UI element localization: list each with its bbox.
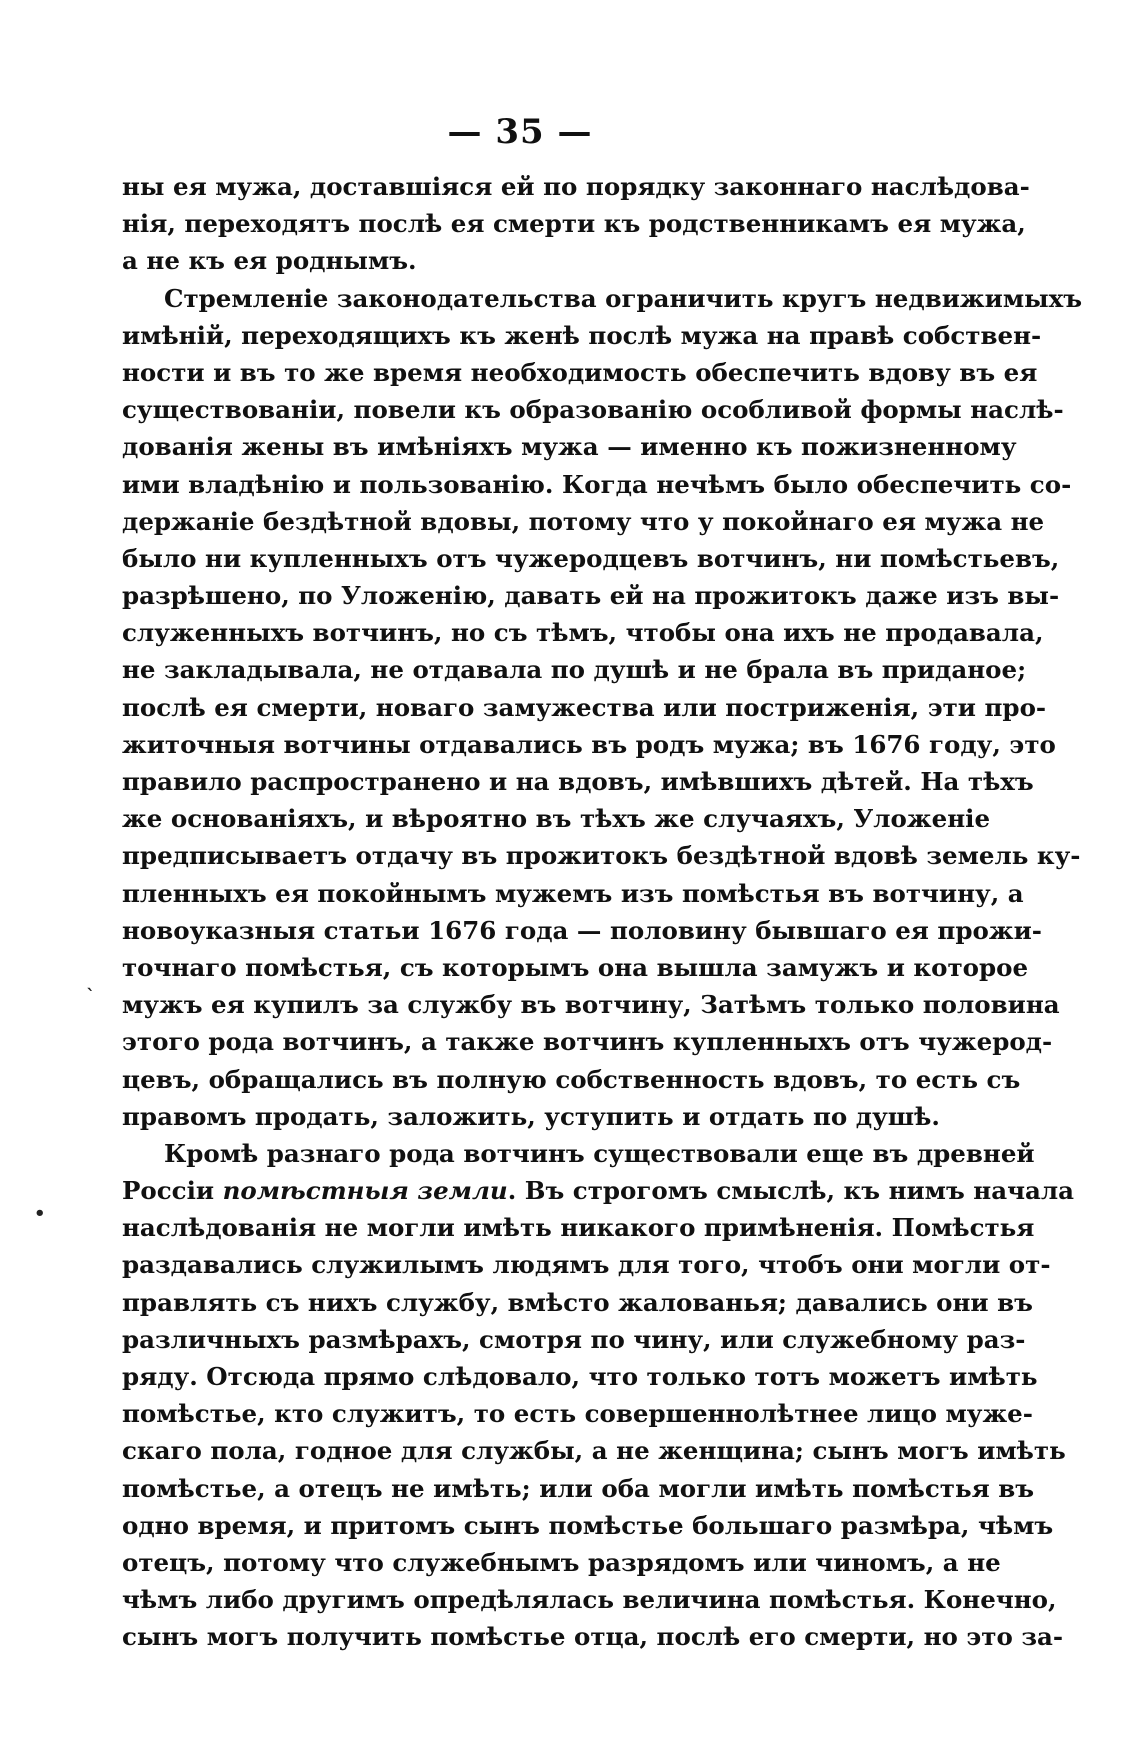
text-segment: Россіи	[122, 1176, 223, 1206]
text-line: предписываетъ отдачу въ прожитокъ бездѣтной вдовѣ земель ку-	[122, 841, 1081, 871]
text-line: новоуказныя статьи 1676 года — половину бывшаго ея прожи-	[122, 915, 1042, 945]
page-number: — 35 —	[447, 112, 593, 152]
margin-dot: •	[34, 1203, 46, 1224]
text-line: Кромѣ разнаго рода вотчинъ существовали еще въ древней	[164, 1138, 1035, 1168]
text-line: правило распространено и на вдовъ, имѣвшихъ дѣтей. На тѣхъ	[122, 767, 1034, 796]
text-line: имѣній, переходящихъ къ женѣ послѣ мужа на правѣ собствен-	[122, 320, 1042, 350]
text-line: ряду. Отсюда прямо слѣдовало, что только тотъ можетъ имѣть	[122, 1362, 1038, 1391]
text-line: различныхъ размѣрахъ, смотря по чину, или служебному раз-	[122, 1324, 1026, 1354]
text-line: служенныхъ вотчинъ, но съ тѣмъ, чтобы она ихъ не продавала,	[122, 618, 1044, 648]
text-line: сынъ могъ получить помѣстье отца, послѣ его смерти, но это за-	[122, 1622, 1064, 1652]
text-line: помѣстье, а отецъ не имѣть; или оба могли имѣть помѣстья въ	[122, 1473, 1035, 1503]
body-text	[122, 168, 1083, 1656]
text-line: ими владѣнію и пользованію. Когда нечѣмъ было обеспечить со-	[122, 469, 1072, 499]
text-line: же основаніяхъ, и вѣроятно въ тѣхъ же случаяхъ, Уложеніе	[122, 804, 991, 834]
text-line: существованіи, повели къ образованію особливой формы наслѣ-	[122, 395, 1064, 425]
text-line: житочныя вотчины отдавались въ родъ мужа; въ 1676 году, это	[122, 729, 1056, 759]
text-line: этого рода вотчинъ, а также вотчинъ купленныхъ отъ чужерод-	[122, 1027, 1053, 1057]
text-line: точнаго помѣстья, съ которымъ она вышла замужъ и которое	[122, 952, 1029, 982]
text-line: было ни купленныхъ отъ чужеродцевъ вотчинъ, ни помѣстьевъ,	[122, 543, 1060, 573]
margin-mark: `	[86, 986, 95, 1007]
text-line: помѣстье, кто служитъ, то есть совершеннолѣтнее лицо муже-	[122, 1399, 1033, 1429]
text-line: отецъ, потому что служебнымъ разрядомъ или чиномъ, а не	[122, 1547, 1001, 1577]
text-line: скаго пола, годное для службы, а не женщина; сынъ могъ имѣть	[122, 1436, 1066, 1466]
text-line: раздавались служилымъ людямъ для того, чтобъ они могли от-	[122, 1250, 1051, 1280]
text-line: а не къ ея роднымъ.	[122, 246, 417, 276]
text-line: Стремленіе законодательства ограничить кругъ недвижимыхъ	[164, 283, 1083, 313]
text-line: правомъ продать, заложить, уступить и отдать по душѣ.	[122, 1101, 940, 1131]
text-line: ны ея мужа, доставшіяся ей по порядку законнаго наслѣдова-	[122, 172, 1030, 201]
text-line: не закладывала, не отдавала по душѣ и не брала въ приданое;	[122, 655, 1027, 685]
text-line: правлять съ нихъ службу, вмѣсто жалованья; давались они въ	[122, 1287, 1033, 1317]
text-line: чѣмъ либо другимъ опредѣлялась величина помѣстья. Конечно,	[122, 1585, 1057, 1615]
text-line: ности и въ то же время необходимость обеспечить вдову въ ея	[122, 357, 1038, 387]
text-line: пленныхъ ея покойнымъ мужемъ изъ помѣстья въ вотчину, а	[122, 878, 1024, 908]
text-line	[122, 1172, 1075, 1209]
text-line: одно время, и притомъ сынъ помѣстье большаго размѣра, чѣмъ	[122, 1510, 1054, 1540]
text-line: цевъ, обращались въ полную собственность вдовъ, то есть съ	[122, 1064, 1021, 1094]
text-line: наслѣдованія не могли имѣть никакого примѣненія. Помѣстья	[122, 1213, 1035, 1243]
text-line: держаніе бездѣтной вдовы, потому что у покойнаго ея мужа не	[122, 506, 1045, 536]
text-segment: . Въ строгомъ смыслѣ, къ нимъ начала	[507, 1176, 1075, 1206]
text-line: нія, переходятъ послѣ ея смерти къ родственникамъ ея мужа,	[122, 209, 1026, 239]
text-line: дованія жены въ имѣніяхъ мужа — именно къ пожизненному	[122, 432, 1017, 462]
text-line: послѣ ея смерти, новаго замужества или постриженія, эти про-	[122, 692, 1047, 722]
italic-term: помѣстныя земли	[222, 1176, 508, 1206]
text-line: разрѣшено, по Уложенію, давать ей на прожитокъ даже изъ вы-	[122, 581, 1060, 611]
text-line: мужъ ея купилъ за службу въ вотчину, Затѣмъ только половина	[122, 990, 1060, 1020]
